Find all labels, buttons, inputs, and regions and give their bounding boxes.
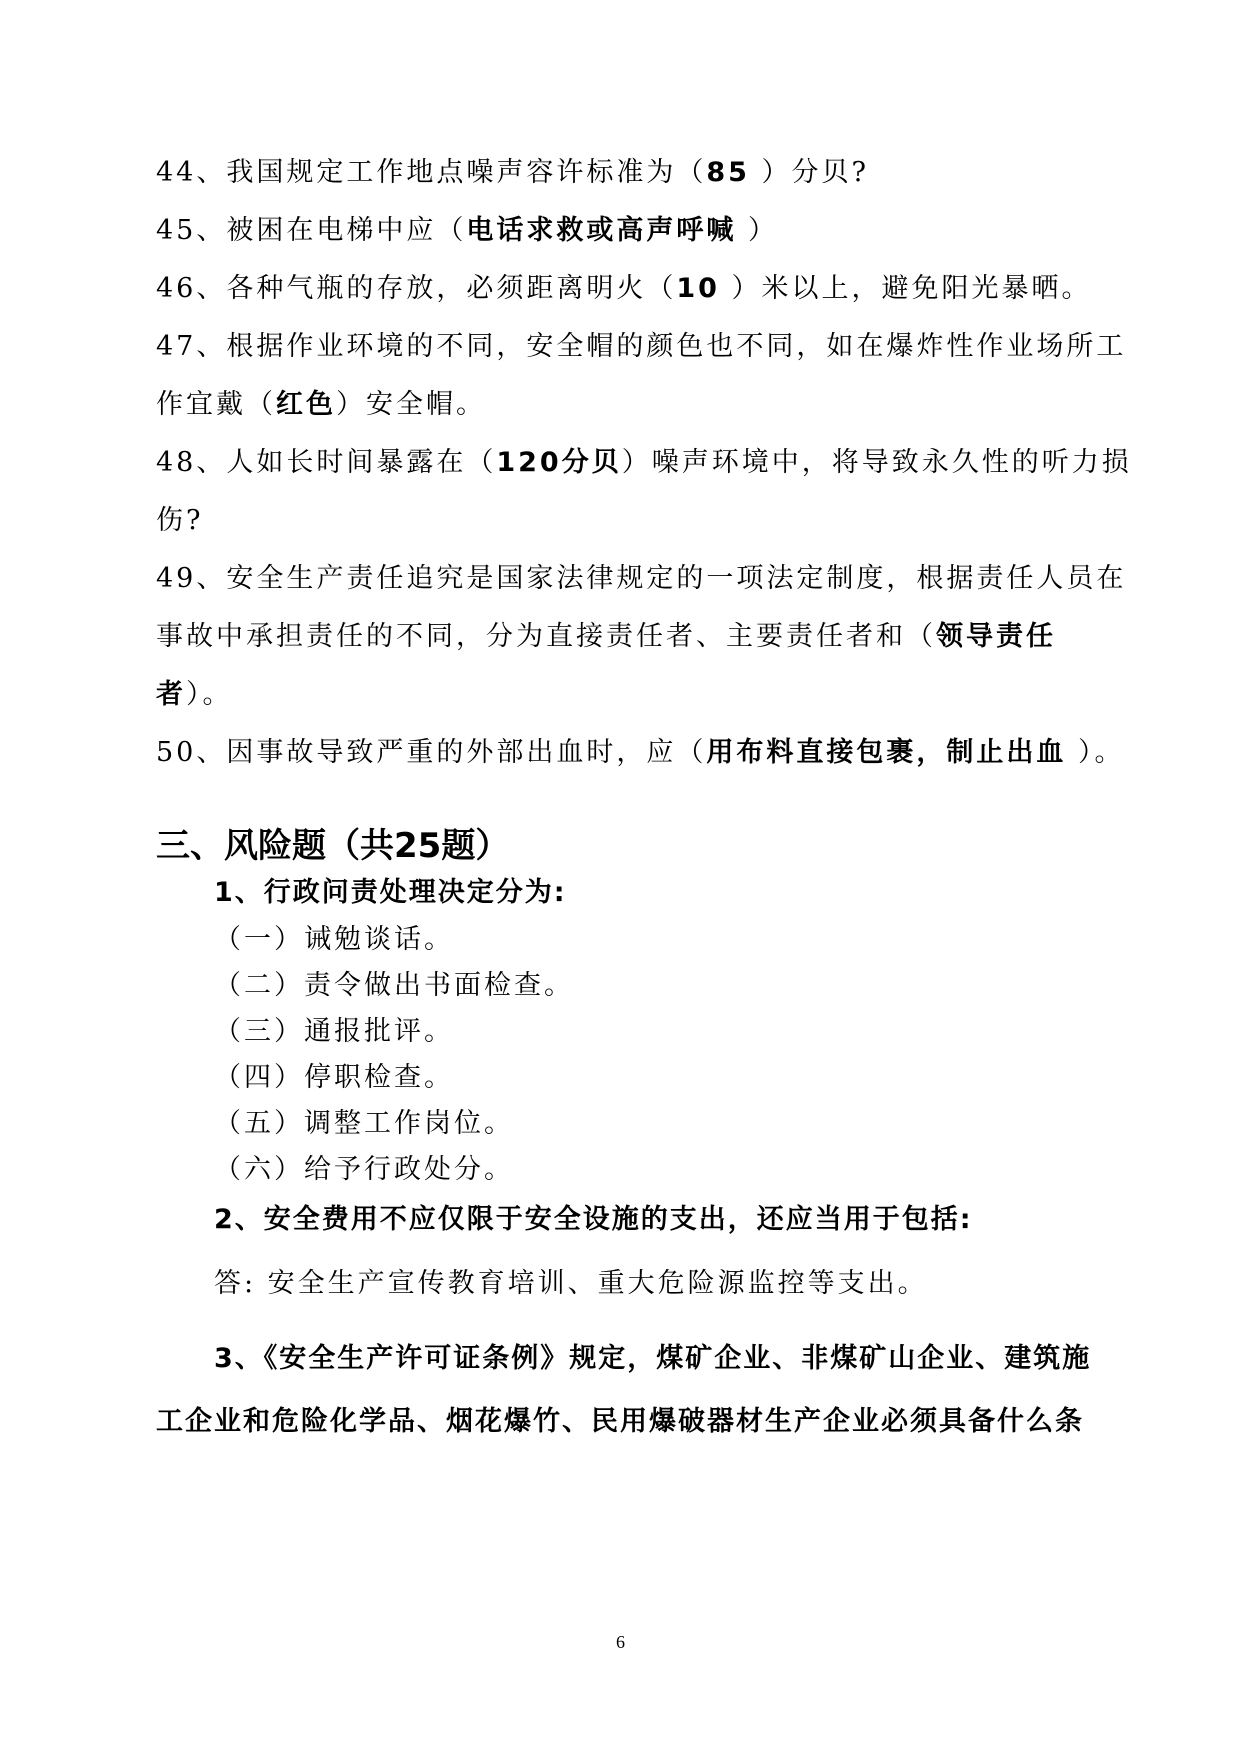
risk-question-2: 2、安全费用不应仅限于安全设施的支出，还应当用于包括: <box>214 1204 973 1235</box>
answer-49-part2: 者 <box>156 679 186 710</box>
question-46: 46、各种气瓶的存放，必须距离明火（10 ）米以上，避免阳光暴晒。 <box>156 273 1092 304</box>
question-49-line2: 事故中承担责任的不同，分为直接责任者、主要责任者和（领导责任 <box>156 621 1056 652</box>
page-number: 6 <box>616 1632 625 1652</box>
answer-47: 红色 <box>276 389 336 420</box>
question-49-line1: 49、安全生产责任追究是国家法律规定的一项法定制度，根据责任人员在 <box>156 563 1127 594</box>
section-heading: 三、风险题（共25题） <box>156 826 510 866</box>
question-48-line2: 伤? <box>156 505 204 536</box>
risk-item-2: （二）责令做出书面检查。 <box>214 970 574 1001</box>
risk-item-6: （六）给予行政处分。 <box>214 1154 514 1185</box>
risk-item-3: （三）通报批评。 <box>214 1016 454 1047</box>
answer-50: 用布料直接包裹，制止出血 <box>706 737 1067 768</box>
question-47-line2: 作宜戴（红色）安全帽。 <box>156 389 486 420</box>
risk-question-1: 1、行政问责处理决定分为: <box>214 877 567 908</box>
answer-45: 电话求救或高声呼喊 <box>466 215 737 246</box>
risk-answer-2: 答: 安全生产宣传教育培训、重大危险源监控等支出。 <box>214 1268 928 1299</box>
risk-item-1: （一）诫勉谈话。 <box>214 924 454 955</box>
question-50: 50、因事故导致严重的外部出血时，应（用布料直接包裹，制止出血 ）。 <box>156 737 1125 768</box>
risk-item-4: （四）停职检查。 <box>214 1062 454 1093</box>
answer-44: 85 <box>706 157 750 188</box>
question-49-line3: 者）。 <box>156 679 233 710</box>
question-45: 45、被困在电梯中应（电话求救或高声呼喊 ） <box>156 215 778 246</box>
question-48-line1: 48、人如长时间暴露在（120分贝）噪声环境中，将导致永久性的听力损 <box>156 447 1132 478</box>
answer-48: 120分贝 <box>496 447 622 478</box>
risk-question-3-line2: 工企业和危险化学品、烟花爆竹、民用爆破器材生产企业必须具备什么条 <box>156 1406 1084 1437</box>
risk-item-5: （五）调整工作岗位。 <box>214 1108 514 1139</box>
answer-46: 10 <box>676 273 720 304</box>
question-47-line1: 47、根据作业环境的不同，安全帽的颜色也不同，如在爆炸性作业场所工 <box>156 331 1127 362</box>
risk-question-3-line1: 3、《安全生产许可证条例》规定，煤矿企业、非煤矿山企业、建筑施 <box>214 1343 1092 1374</box>
answer-49-part1: 领导责任 <box>936 621 1056 652</box>
question-44: 44、我国规定工作地点噪声容许标准为（85 ）分贝? <box>156 157 869 188</box>
